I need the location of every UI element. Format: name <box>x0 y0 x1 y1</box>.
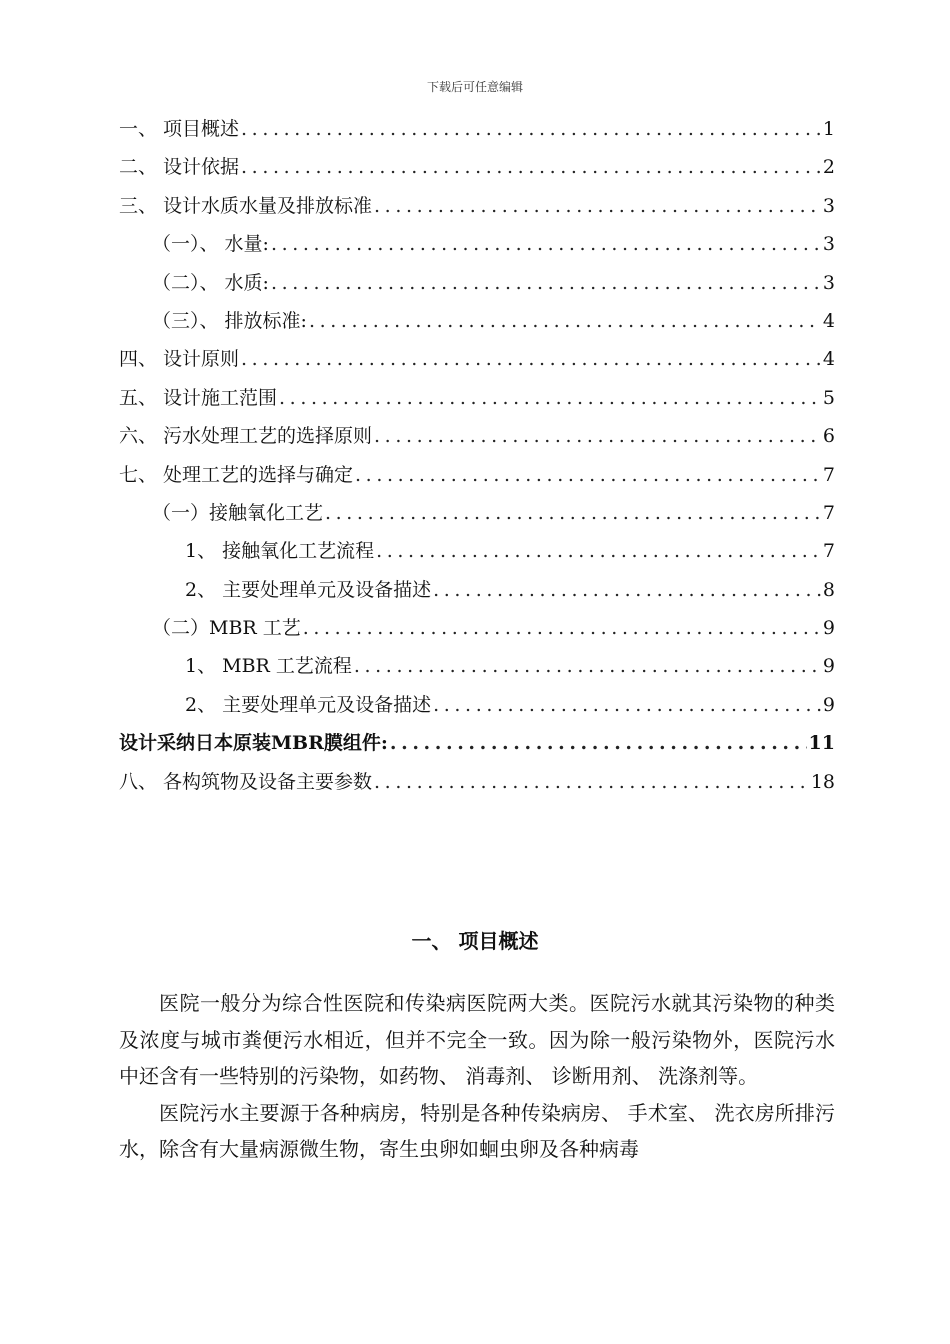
toc-leader-dots <box>309 302 821 340</box>
toc-entry-text: （三）、 排放标准: <box>152 309 307 332</box>
toc-leader-dots <box>374 417 821 455</box>
toc-page-number: 2 <box>822 156 835 179</box>
toc-entry-text: 六、 污水处理工艺的选择原则 <box>119 425 373 448</box>
toc-entry-text: 一、 项目概述 <box>119 118 240 140</box>
toc-leader-dots <box>355 456 821 494</box>
toc-entry[interactable] <box>119 302 835 340</box>
toc-leader-dots <box>433 686 821 724</box>
toc-entry-text: 设计采纳日本原装MBR膜组件: <box>119 732 388 755</box>
toc-entry-text: 2、 主要处理单元及设备描述 <box>185 693 432 716</box>
toc-page-number: 7 <box>822 501 835 524</box>
toc-page-number: 5 <box>822 386 835 409</box>
section-heading: 一、 项目概述 <box>411 929 539 953</box>
toc-entry[interactable] <box>119 686 835 724</box>
toc-entry-text: （一）、 水量: <box>152 233 269 256</box>
toc-leader-dots <box>376 532 821 570</box>
toc-entry[interactable] <box>119 264 835 302</box>
toc-leader-dots <box>271 225 821 263</box>
toc-leader-dots <box>241 340 821 378</box>
toc-page-number: 3 <box>822 271 835 294</box>
toc-entry[interactable] <box>119 647 835 685</box>
toc-leader-dots <box>390 724 807 762</box>
toc-page-number: 8 <box>822 578 835 601</box>
toc-entry-text: （二）MBR 工艺 <box>152 617 301 640</box>
paragraph: 医院一般分为综合性医院和传染病医院两大类。医院污水就其污染物的种类及浓度与城市粪便污水相近，但并不完全一致。因为除一般污染物外，医院污水中还含有一些特别的污染物，如药物、 消毒剂、 诊断用剂、 洗涤剂等。 <box>119 991 835 1088</box>
toc-leader-dots <box>374 763 809 801</box>
toc-entry-text: （一）接触氧化工艺 <box>152 501 324 524</box>
toc-leader-dots <box>303 609 821 647</box>
toc-leader-dots <box>241 110 821 148</box>
toc-leader-dots <box>433 571 821 609</box>
toc-leader-dots <box>241 148 821 186</box>
toc-entry-text: （二）、 水质: <box>152 271 269 294</box>
toc-entry-text: 八、 各构筑物及设备主要参数 <box>119 770 373 793</box>
toc-entry[interactable] <box>119 340 835 378</box>
toc-entry[interactable] <box>119 187 835 225</box>
toc-entry[interactable] <box>119 148 835 186</box>
paragraph: 医院污水主要源于各种病房，特别是各种传染病房、 手术室、 洗衣房所排污水，除含有大量病源微生物，寄生虫卵如蛔虫卵及各种病毒 <box>119 1100 835 1161</box>
toc-entry[interactable] <box>119 417 835 455</box>
toc-entry[interactable] <box>119 609 835 647</box>
toc-page-number: 9 <box>822 617 835 640</box>
toc-entry-text: 1、 MBR 工艺流程 <box>185 655 352 678</box>
toc-page-number: 18 <box>810 770 835 793</box>
toc-entry-text: 四、 设计原则 <box>119 348 240 371</box>
toc-page-number: 6 <box>822 425 835 448</box>
toc-entry[interactable] <box>119 379 835 417</box>
toc-entry[interactable] <box>119 532 835 570</box>
toc-entry-text: 七、 处理工艺的选择与确定 <box>119 463 354 486</box>
toc-page-number: 4 <box>822 348 835 371</box>
toc-page-number: 4 <box>822 309 835 332</box>
page-header: 下载后可任意编辑 <box>426 80 523 94</box>
toc-leader-dots <box>374 187 821 225</box>
toc-entry[interactable] <box>119 456 835 494</box>
toc-page-number: 7 <box>822 463 835 486</box>
body-text <box>119 985 835 1168</box>
toc-page-number: 9 <box>822 655 835 678</box>
toc-leader-dots <box>271 264 821 302</box>
toc-page-number: 3 <box>822 233 835 256</box>
toc-page-number: 1 <box>822 118 835 140</box>
table-of-contents <box>119 110 835 801</box>
toc-page-number: 11 <box>808 732 835 755</box>
toc-entry[interactable] <box>119 494 835 532</box>
toc-entry-text: 2、 主要处理单元及设备描述 <box>185 578 432 601</box>
toc-entry[interactable] <box>119 724 835 762</box>
toc-entry[interactable] <box>119 110 835 148</box>
toc-entry[interactable] <box>119 763 835 801</box>
toc-entry-text: 二、 设计依据 <box>119 156 240 179</box>
toc-entry-text: 1、 接触氧化工艺流程 <box>185 540 375 563</box>
toc-page-number: 3 <box>822 194 835 217</box>
toc-leader-dots <box>325 494 821 532</box>
toc-entry-text: 三、 设计水质水量及排放标准 <box>119 194 373 217</box>
toc-page-number: 7 <box>822 540 835 563</box>
toc-entry-text: 五、 设计施工范围 <box>119 386 278 409</box>
toc-page-number: 9 <box>822 693 835 716</box>
toc-entry[interactable] <box>119 571 835 609</box>
toc-leader-dots <box>279 379 821 417</box>
toc-entry[interactable] <box>119 225 835 263</box>
toc-leader-dots <box>354 647 821 685</box>
